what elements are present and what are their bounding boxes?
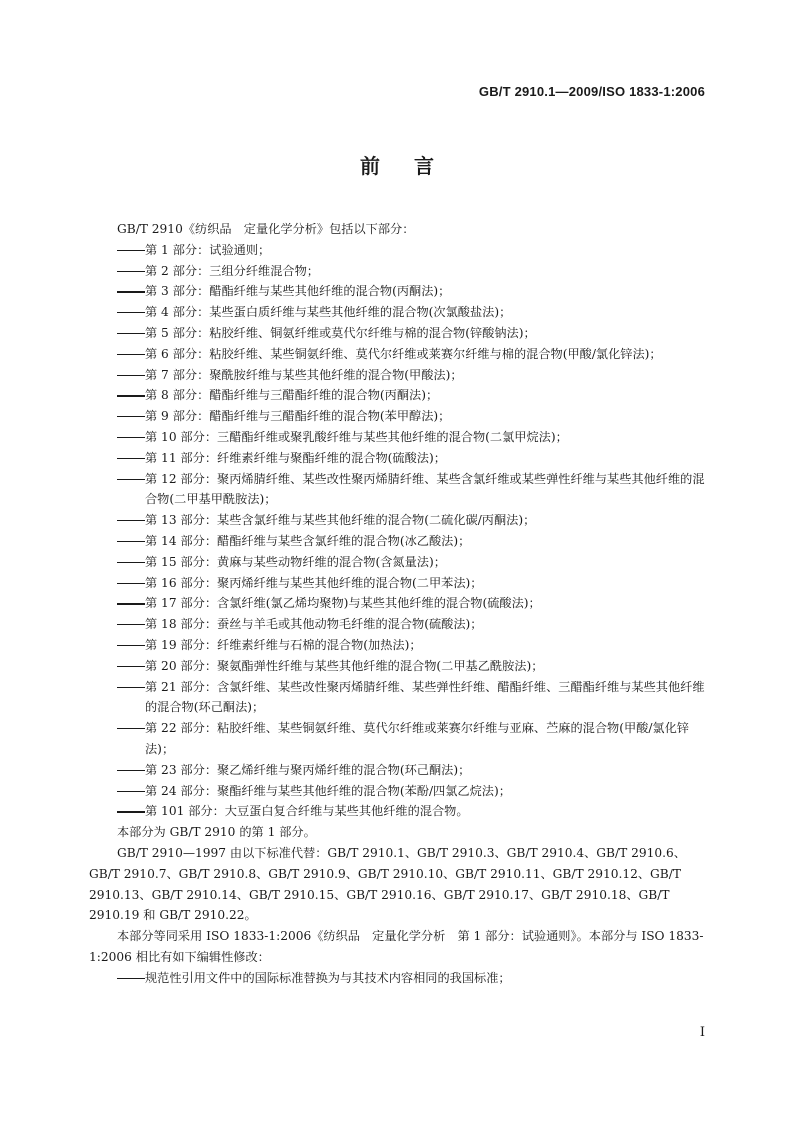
standard-code: GB/T 2910.1—2009/ISO 1833-1:2006	[478, 84, 705, 99]
part-list-item	[89, 801, 706, 822]
part-statement: 本部分为 GB/T 2910 的第 1 部分。	[117, 825, 316, 840]
part-list-item	[89, 593, 706, 614]
part-list-item	[89, 573, 706, 594]
dash-mark	[117, 437, 145, 438]
part-list-item	[89, 510, 706, 531]
part-text: 第 6 部分：粘胶纤维、某些铜氨纤维、莫代尔纤维或莱赛尔纤维与棉的混合物(甲酸/氯化锌法)；	[145, 346, 662, 361]
part-list-item	[89, 781, 706, 802]
part-list-item	[89, 718, 706, 760]
dash-mark	[117, 354, 145, 355]
parts-list	[89, 240, 706, 822]
part-text: 第 13 部分：某些含氯纤维与某些其他纤维的混合物(二硫化碳/丙酮法)；	[145, 513, 536, 528]
part-text: 第 12 部分：聚丙烯腈纤维、某些改性聚丙烯腈纤维、某些含氯纤维或某些弹性纤维与某些其他纤维的混合物(二甲基甲酰胺法)；	[145, 471, 705, 507]
part-list-item	[89, 365, 706, 386]
part-text: 第 11 部分：纤维素纤维与聚酯纤维的混合物(硫酸法)；	[145, 450, 446, 465]
part-list-item	[89, 385, 706, 406]
part-list-item	[89, 677, 706, 719]
page-number: I	[699, 1025, 705, 1040]
dash-mark	[117, 583, 145, 584]
dash-mark	[117, 811, 145, 812]
part-text: 第 23 部分：聚乙烯纤维与聚丙烯纤维的混合物(环己酮法)；	[145, 762, 471, 777]
part-text: 第 21 部分：含氯纤维、某些改性聚丙烯腈纤维、某些弹性纤维、醋酯纤维、三醋酯纤维与某些其他纤维的混合物(环己酮法)；	[145, 679, 705, 715]
dash-mark	[117, 458, 145, 459]
part-list-item	[89, 552, 706, 573]
part-list-item	[89, 323, 706, 344]
dash-mark	[117, 687, 145, 688]
part-text: 第 101 部分：大豆蛋白复合纤维与某些其他纤维的混合物。	[145, 804, 469, 819]
dash-mark	[117, 791, 145, 792]
dash-mark	[117, 541, 145, 542]
dash-mark	[117, 250, 145, 251]
part-text: 第 4 部分：某些蛋白质纤维与某些其他纤维的混合物(次氯酸盐法)；	[145, 305, 512, 320]
part-text: 第 18 部分：蚕丝与羊毛或其他动物毛纤维的混合物(硫酸法)；	[145, 617, 483, 632]
replacement-statement: GB/T 2910—1997 由以下标准代替：GB/T 2910.1、GB/T 2910.3、GB/T 2910.4、GB/T 2910.6、GB/T 2910.7、GB/T 2910.8、GB/T 2910.9、GB/T 2910.10、GB/T 2910.11、GB/T 2910.12、GB/T 2910.13、GB/T 2910.14、GB/T 2910.15、GB/T 2910.16、GB/T 2910.17、GB/T 2910.18、GB/T 2910.19 和 GB/T 2910.22。	[89, 845, 686, 923]
adoption-statement: 本部分等同采用 ISO 1833-1:2006《纺织品 定量化学分析 第 1 部分：试验通则》。本部分与 ISO 1833-1:2006 相比有如下编辑性修改：	[89, 929, 704, 964]
dash-mark	[117, 312, 145, 313]
dash-mark	[117, 624, 145, 625]
part-text: 第 3 部分：醋酯纤维与某些其他纤维的混合物(丙酮法)；	[145, 284, 451, 299]
part-list-item	[89, 531, 706, 552]
foreword-body	[89, 219, 706, 988]
part-text: 第 15 部分：黄麻与某些动物纤维的混合物(含氮量法)；	[145, 554, 446, 569]
dash-mark	[117, 666, 145, 667]
page-title: 前言	[360, 154, 468, 178]
dash-mark	[117, 645, 145, 646]
intro-paragraph: GB/T 2910《纺织品 定量化学分析》包括以下部分：	[117, 222, 415, 236]
part-list-item	[89, 635, 706, 656]
part-list-item	[89, 240, 706, 261]
part-text: 第 5 部分：粘胶纤维、铜氨纤维或莫代尔纤维与棉的混合物(锌酸钠法)；	[145, 325, 536, 340]
part-list-item	[89, 656, 706, 677]
part-list-item	[89, 406, 706, 427]
dash-mark	[117, 520, 145, 521]
part-text: 第 22 部分：粘胶纤维、某些铜氨纤维、莫代尔纤维或莱赛尔纤维与亚麻、苎麻的混合物(甲酸/氯化锌法)；	[145, 721, 689, 756]
dash-mark	[117, 416, 145, 417]
dash-mark	[117, 562, 145, 563]
part-text: 第 2 部分：三组分纤维混合物；	[145, 263, 319, 278]
part-list-item	[89, 760, 706, 781]
dash-mark	[117, 728, 145, 729]
dash-mark	[117, 271, 145, 272]
dash-mark	[117, 333, 145, 334]
part-list-item	[89, 261, 706, 282]
dash-mark	[117, 291, 145, 292]
part-text: 第 20 部分：聚氨酯弹性纤维与某些其他纤维的混合物(二甲基乙酰胺法)；	[145, 658, 544, 673]
part-text: 第 9 部分：醋酯纤维与三醋酯纤维的混合物(苯甲醇法)；	[145, 409, 451, 424]
dash-mark	[117, 978, 145, 979]
part-list-item	[89, 614, 706, 635]
part-list-item	[89, 448, 706, 469]
part-text: 第 17 部分：含氯纤维(氯乙烯均聚物)与某些其他纤维的混合物(硫酸法)；	[145, 596, 541, 611]
dash-mark	[117, 375, 145, 376]
dash-mark	[117, 603, 145, 604]
part-text: 第 10 部分：三醋酯纤维或聚乳酸纤维与某些其他纤维的混合物(二氯甲烷法)；	[145, 429, 568, 444]
part-text: 第 14 部分：醋酯纤维与某些含氯纤维的混合物(冰乙酸法)；	[145, 533, 471, 548]
part-list-item	[89, 302, 706, 323]
part-list-item	[89, 427, 706, 448]
part-list-item	[89, 281, 706, 302]
dash-mark	[117, 479, 145, 480]
part-text: 第 16 部分：聚丙烯纤维与某些其他纤维的混合物(二甲苯法)；	[145, 575, 483, 590]
change-item	[89, 968, 706, 989]
part-text: 第 7 部分：聚酰胺纤维与某些其他纤维的混合物(甲酸法)；	[145, 367, 463, 382]
change-text: 规范性引用文件中的国际标准替换为与其技术内容相同的我国标准；	[145, 970, 511, 985]
dash-mark	[117, 770, 145, 771]
part-text: 第 1 部分：试验通则；	[145, 242, 271, 257]
dash-mark	[117, 395, 145, 396]
part-list-item	[89, 469, 706, 511]
part-text: 第 19 部分：纤维素纤维与石棉的混合物(加热法)；	[145, 637, 422, 652]
part-list-item	[89, 344, 706, 365]
part-text: 第 24 部分：聚酯纤维与某些其他纤维的混合物(苯酚/四氯乙烷法)；	[145, 783, 511, 798]
part-text: 第 8 部分：醋酯纤维与三醋酯纤维的混合物(丙酮法)；	[145, 388, 439, 403]
